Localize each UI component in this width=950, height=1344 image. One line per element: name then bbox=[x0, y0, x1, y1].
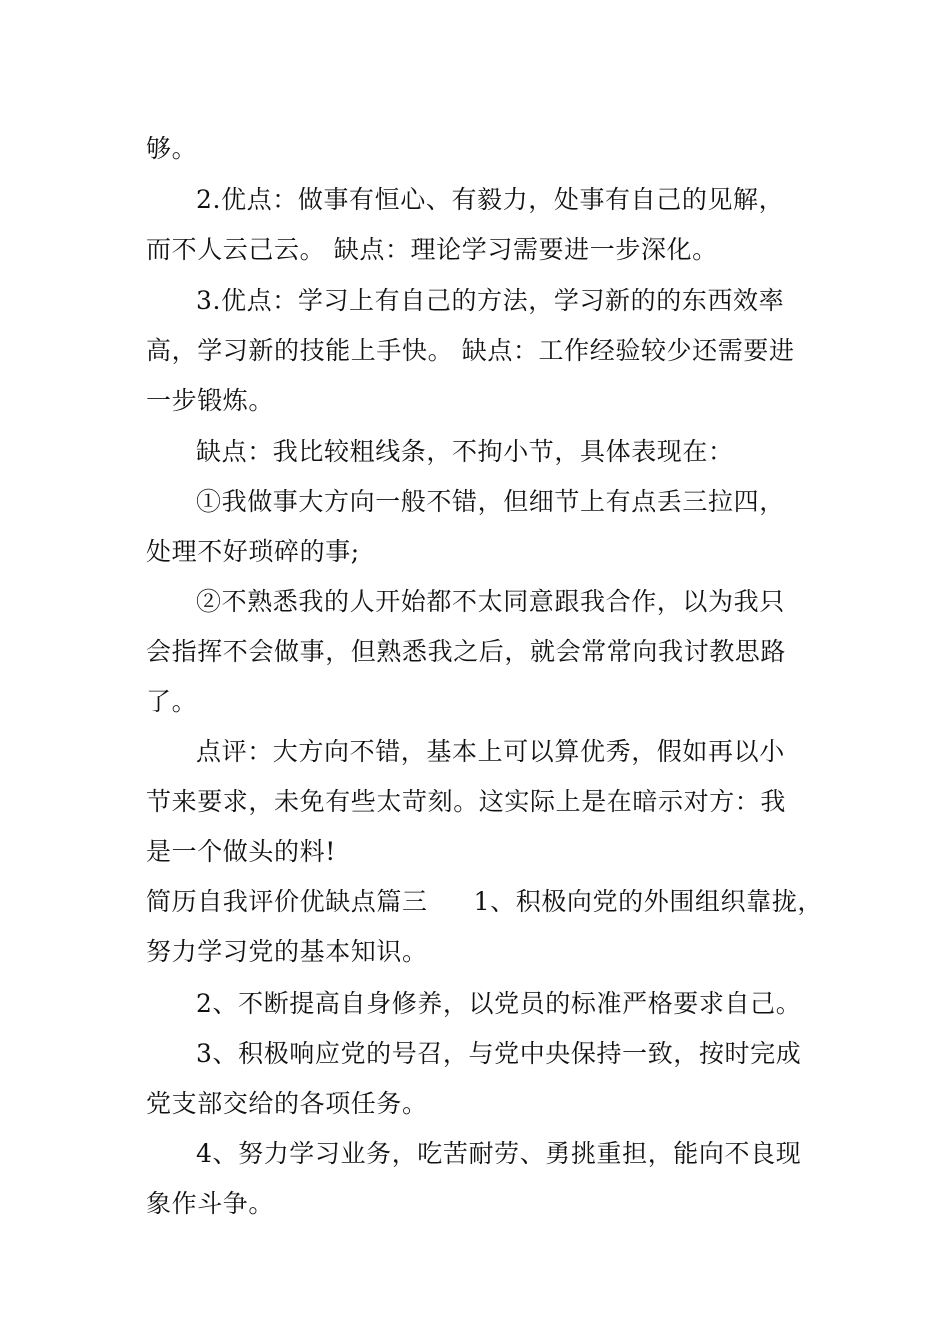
text-line: 而不人云己云。 缺点：理论学习需要进一步深化。 bbox=[146, 235, 718, 264]
text-line: 党支部交给的各项任务。 bbox=[146, 1089, 428, 1118]
text-line: ①我做事大方向一般不错，但细节上有点丢三拉四， bbox=[196, 487, 785, 516]
text-line: 高，学习新的技能上手快。 缺点：工作经验较少还需要进 bbox=[146, 336, 795, 365]
text-line: 3、积极响应党的号召，与党中央保持一致，按时完成 bbox=[196, 1039, 802, 1068]
text-line: 一步锻炼。 bbox=[146, 386, 275, 415]
text-line: 够。 bbox=[146, 134, 198, 163]
text-line: 3.优点：学习上有自己的方法，学习新的的东西效率 bbox=[196, 286, 785, 315]
text-line: 是一个做头的料! bbox=[146, 837, 336, 866]
text-line: 缺点：我比较粗线条，不拘小节，具体表现在： bbox=[196, 437, 734, 466]
text-line: 象作斗争。 bbox=[146, 1189, 275, 1218]
section-heading: 简历自我评价优缺点篇三 bbox=[146, 887, 428, 916]
text-line: 2、不断提高自身修养，以党员的标准严格要求自己。 bbox=[196, 989, 802, 1018]
text-line: 点评：大方向不错，基本上可以算优秀，假如再以小 bbox=[196, 737, 785, 766]
text-line: ②不熟悉我的人开始都不太同意跟我合作，以为我只 bbox=[196, 587, 785, 616]
section-first-item: 1、积极向党的外围组织靠拢， bbox=[473, 887, 823, 916]
text-line: 2.优点：做事有恒心、有毅力，处事有自己的见解， bbox=[196, 185, 785, 214]
section-heading-line bbox=[146, 887, 823, 917]
text-line: 4、努力学习业务，吃苦耐劳、勇挑重担，能向不良现 bbox=[196, 1139, 802, 1168]
text-line: 节来要求，未免有些太苛刻。这实际上是在暗示对方：我 bbox=[146, 787, 787, 816]
text-line: 会指挥不会做事，但熟悉我之后，就会常常向我讨教思路 bbox=[146, 637, 787, 666]
text-line: 处理不好琐碎的事; bbox=[146, 537, 360, 566]
text-line: 了。 bbox=[146, 687, 198, 716]
text-line: 努力学习党的基本知识。 bbox=[146, 937, 428, 966]
